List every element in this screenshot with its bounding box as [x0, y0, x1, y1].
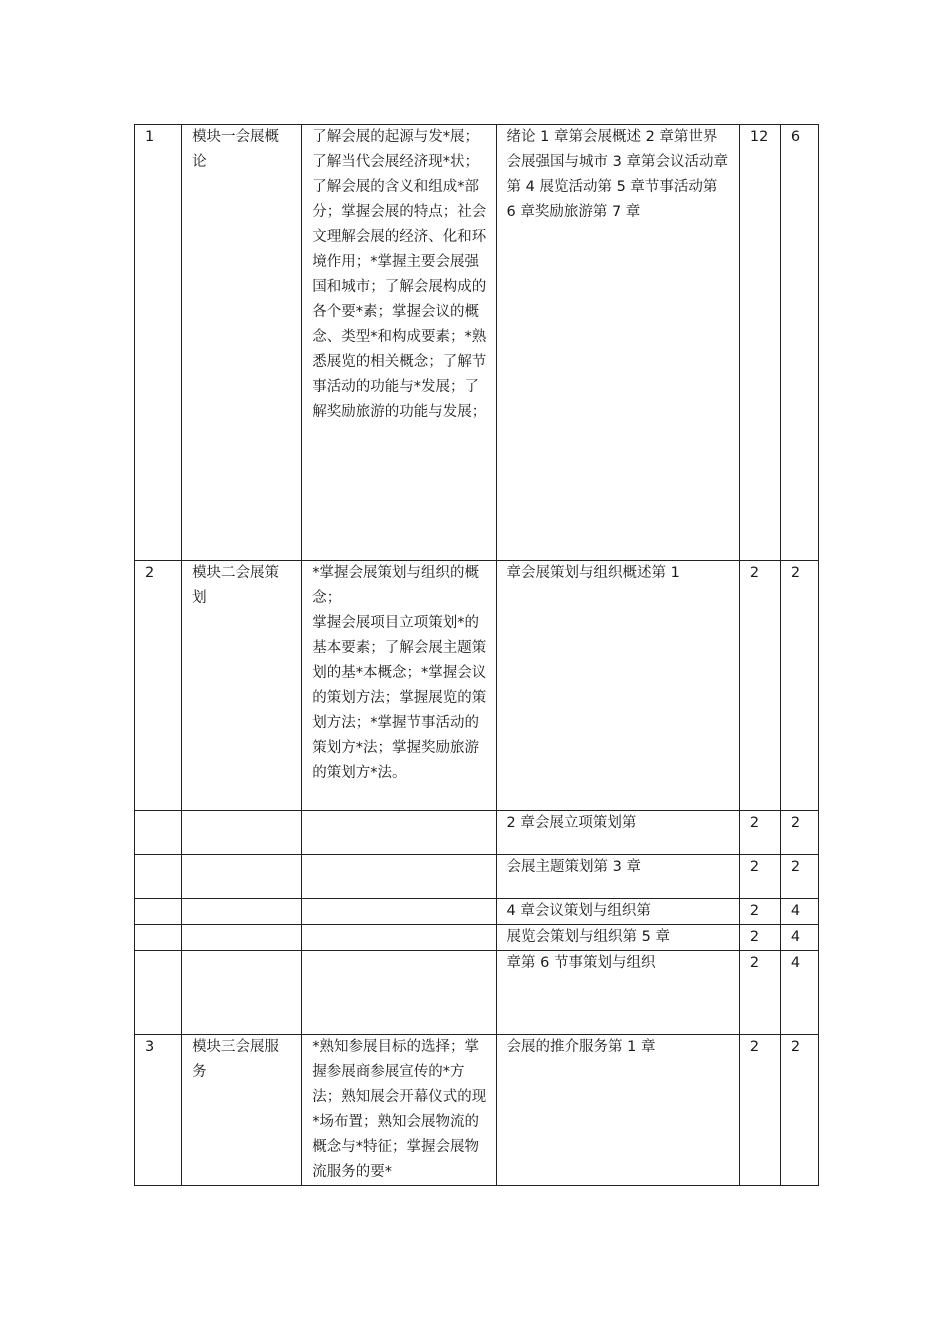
hours-practice: 2: [780, 561, 818, 811]
chapter-list: 2 章会展立项策划第: [496, 811, 739, 855]
hours-practice: 4: [780, 925, 818, 951]
learning-objectives: [302, 811, 496, 855]
hours-total: 2: [739, 951, 780, 1035]
chapter-list: 章第 6 节事策划与组织: [496, 951, 739, 1035]
row-number: 3: [135, 1035, 182, 1186]
learning-objectives: [302, 855, 496, 899]
module-name: [182, 855, 302, 899]
objectives-paragraph: *掌握会展策划与组织的概念；: [312, 565, 479, 606]
table-row: [135, 1035, 819, 1186]
learning-objectives: [302, 951, 496, 1035]
hours-total: 2: [739, 899, 780, 925]
hours-practice: 4: [780, 899, 818, 925]
hours-total: 12: [739, 125, 780, 561]
hours-total: 2: [739, 925, 780, 951]
chapter-list: 章会展策划与组织概述第 1: [496, 561, 739, 811]
table-row: [135, 125, 819, 561]
table-row: [135, 899, 819, 925]
hours-practice: 4: [780, 951, 818, 1035]
syllabus-table: [134, 124, 819, 1186]
row-number: [135, 811, 182, 855]
row-number: [135, 925, 182, 951]
objectives-paragraph: 掌握会展项目立项策划*的基本要素；了解会展主题策划的基*本概念；*掌握会议的策划方法；掌握展览的策划方法；*掌握节事活动的策划方*法；掌握奖励旅游的策划方*法。: [312, 615, 487, 781]
row-number: 2: [135, 561, 182, 811]
hours-practice: 2: [780, 855, 818, 899]
row-number: 1: [135, 125, 182, 561]
hours-total: 2: [739, 561, 780, 811]
learning-objectives: [302, 561, 496, 811]
row-number: [135, 951, 182, 1035]
chapter-list: 4 章会议策划与组织第: [496, 899, 739, 925]
hours-practice: 2: [780, 1035, 818, 1186]
module-name: [182, 951, 302, 1035]
module-name: 模块一会展概论: [182, 125, 302, 561]
table-row: [135, 925, 819, 951]
chapter-list: 绪论 1 章第会展概述 2 章第世界会展强国与城市 3 章第会议活动章第 4 展览活动第 5 章节事活动第 6 章奖励旅游第 7 章: [496, 125, 739, 561]
table-row: [135, 855, 819, 899]
chapter-list: 展览会策划与组织第 5 章: [496, 925, 739, 951]
learning-objectives: [302, 899, 496, 925]
hours-practice: 2: [780, 811, 818, 855]
hours-total: 2: [739, 855, 780, 899]
row-number: [135, 855, 182, 899]
learning-objectives: *熟知参展目标的选择；掌握参展商参展宣传的*方法；熟知展会开幕仪式的现*场布置；熟知会展物流的概念与*特征；掌握会展物流服务的要*: [302, 1035, 496, 1186]
table-row: [135, 561, 819, 811]
module-name: 模块三会展服务: [182, 1035, 302, 1186]
learning-objectives: 了解会展的起源与发*展；了解当代会展经济现*状；了解会展的含义和组成*部分；掌握会展的特点；社会文理解会展的经济、化和环境作用；*掌握主要会展强国和城市；了解会展构成的各个要*素；掌握会议的概念、类型*和构成要素；*熟悉展览的相关概念；了解节事活动的功能与*发展；了解奖励旅游的功能与发展；: [302, 125, 496, 561]
module-name: 模块二会展策划: [182, 561, 302, 811]
chapter-list: 会展的推介服务第 1 章: [496, 1035, 739, 1186]
table-row: [135, 951, 819, 1035]
hours-total: 2: [739, 1035, 780, 1186]
module-name: [182, 925, 302, 951]
hours-practice: 6: [780, 125, 818, 561]
row-number: [135, 899, 182, 925]
module-name: [182, 811, 302, 855]
module-name: [182, 899, 302, 925]
learning-objectives: [302, 925, 496, 951]
chapter-list: 会展主题策划第 3 章: [496, 855, 739, 899]
hours-total: 2: [739, 811, 780, 855]
table-row: [135, 811, 819, 855]
